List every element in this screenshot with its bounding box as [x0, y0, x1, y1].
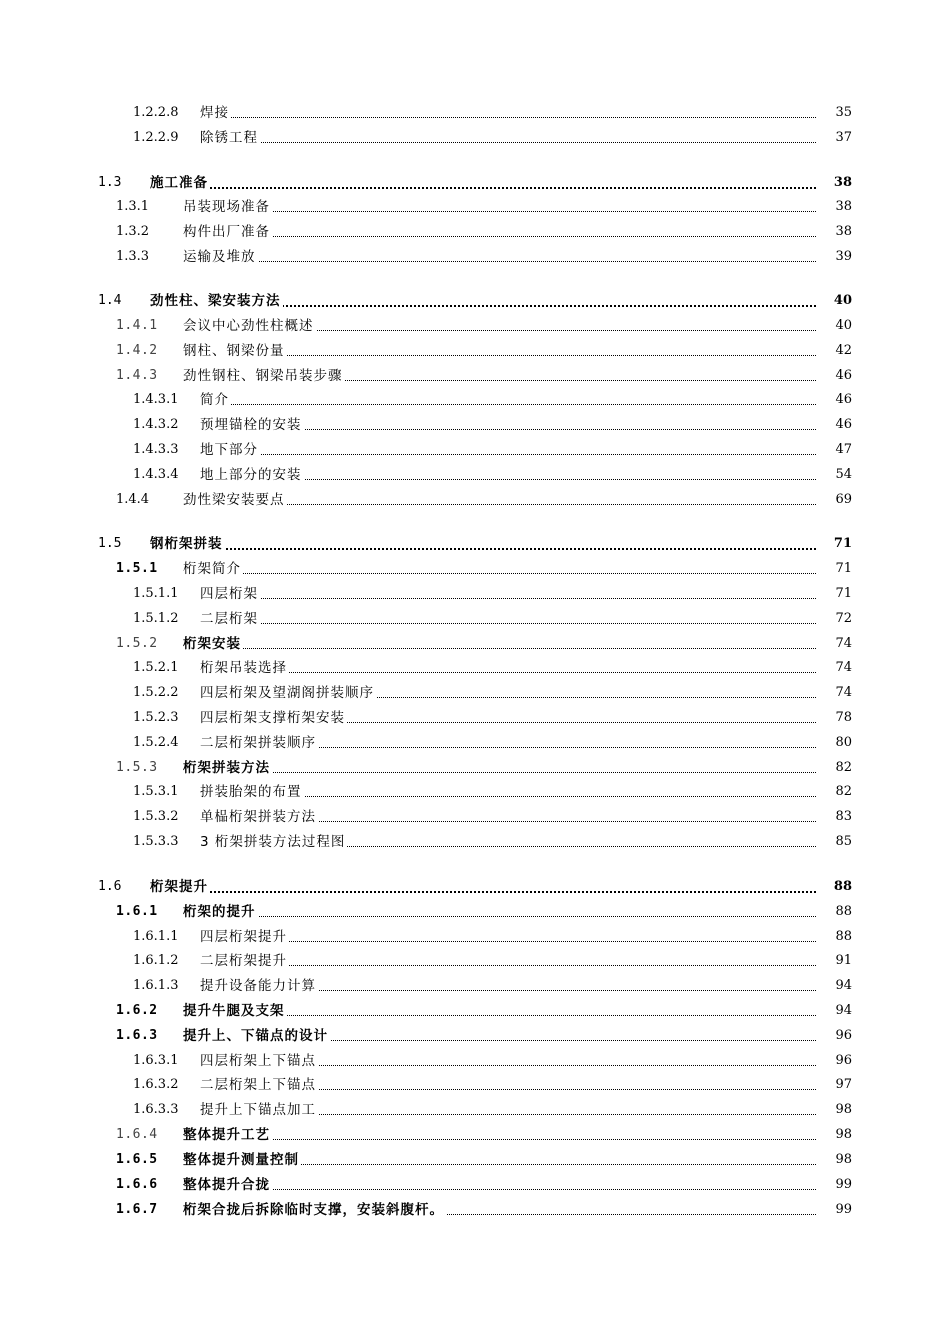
toc-dot-leader [150, 891, 816, 893]
toc-entry-number: 1.5.1.2 [133, 611, 179, 626]
toc-entry[interactable] [0, 102, 950, 124]
toc-entry-page: 88 [835, 929, 852, 944]
toc-entry-number: 1.5.1 [116, 561, 158, 576]
toc-entry[interactable] [0, 732, 950, 754]
toc-entry[interactable] [0, 414, 950, 436]
toc-entry[interactable] [0, 608, 950, 630]
toc-entry[interactable] [0, 127, 950, 149]
toc-entry-number: 1.4.2 [116, 343, 158, 358]
toc-dot-leader [150, 187, 816, 189]
toc-entry-number: 1.5.2.3 [133, 710, 179, 725]
toc-entry-page: 78 [835, 710, 852, 725]
toc-entry-number: 1.6.1.3 [133, 978, 179, 993]
toc-dot-leader [200, 404, 816, 405]
toc-entry-page: 82 [835, 760, 852, 775]
toc-entry-number: 1.6.3 [116, 1028, 158, 1043]
toc-dot-leader [183, 648, 816, 649]
toc-entry-number: 1.5 [98, 536, 122, 551]
toc-entry-page: 98 [835, 1127, 852, 1142]
toc-entry-title: 桁架简介 [183, 558, 243, 580]
toc-entry-page: 46 [835, 417, 852, 432]
toc-entry[interactable] [0, 757, 950, 779]
toc-entry-number: 1.3.3 [116, 249, 150, 264]
toc-entry-number: 1.5.3.3 [133, 834, 179, 849]
toc-entry[interactable] [0, 558, 950, 580]
toc-entry-number: 1.2.2.8 [133, 105, 179, 120]
toc-dot-leader [183, 916, 816, 917]
toc-entry-title: 四层桁架提升 [200, 926, 289, 948]
toc-entry-number: 1.5.3 [116, 760, 158, 775]
toc-entry-title: 会议中心劲性柱概述 [183, 315, 316, 337]
toc-entry-title: 简介 [200, 389, 231, 411]
toc-entry-page: 83 [835, 809, 852, 824]
toc-entry-page: 35 [835, 105, 852, 120]
toc-entry-title: 提升牛腿及支架 [183, 1000, 287, 1022]
toc-entry-page: 91 [835, 953, 852, 968]
toc-entry-number: 1.5.3.2 [133, 809, 179, 824]
toc-entry[interactable] [0, 439, 950, 461]
toc-entry-title: 提升上下锚点加工 [200, 1099, 318, 1121]
toc-entry-number: 1.5.2 [116, 636, 158, 651]
toc-dot-leader [200, 623, 816, 624]
toc-entry-number: 1.3.2 [116, 224, 150, 239]
toc-entry-page: 69 [835, 492, 852, 507]
toc-entry-number: 1.6.3.2 [133, 1077, 179, 1092]
toc-entry-title: 二层桁架拼装顺序 [200, 732, 318, 754]
toc-entry-page: 94 [835, 1003, 852, 1018]
toc-entry[interactable] [0, 1099, 950, 1121]
toc-entry[interactable] [0, 464, 950, 486]
toc-entry[interactable] [0, 340, 950, 362]
toc-entry-title: 运输及堆放 [183, 246, 258, 268]
toc-entry-page: 38 [835, 199, 852, 214]
toc-entry-number: 1.4.4 [116, 492, 150, 507]
toc-entry-number: 1.4.3 [116, 368, 158, 383]
toc-entry[interactable] [0, 583, 950, 605]
toc-entry-title: 桁架提升 [150, 876, 210, 898]
toc-entry-number: 1.6.3.1 [133, 1053, 179, 1068]
toc-entry-title: 整体提升测量控制 [183, 1149, 301, 1171]
toc-entry-number: 1.5.2.4 [133, 735, 179, 750]
toc-entry-number: 1.5.3.1 [133, 784, 179, 799]
toc-entry-title: 除锈工程 [200, 127, 260, 149]
toc-entry-page: 82 [835, 784, 852, 799]
toc-entry-number: 1.3.1 [116, 199, 150, 214]
toc-entry-title: 桁架合拢后拆除临时支撑，安装斜腹杆。 [183, 1199, 446, 1221]
toc-entry[interactable] [0, 926, 950, 948]
toc-entry[interactable] [0, 657, 950, 679]
toc-entry[interactable] [0, 290, 950, 312]
toc-entry[interactable] [0, 781, 950, 803]
toc-entry-title: 钢桁架拼装 [150, 533, 225, 555]
toc-entry-number: 1.5.2.2 [133, 685, 179, 700]
toc-dot-leader [183, 1139, 816, 1140]
toc-entry-page: 94 [835, 978, 852, 993]
toc-entry-page: 54 [835, 467, 852, 482]
toc-entry-number: 1.4.1 [116, 318, 158, 333]
toc-dot-leader [183, 1189, 816, 1190]
toc-entry[interactable] [0, 172, 950, 194]
toc-entry-page: 37 [835, 130, 852, 145]
toc-dot-leader [200, 941, 816, 942]
toc-entry-page: 39 [835, 249, 852, 264]
toc-entry[interactable] [0, 950, 950, 972]
toc-entry-title: 地下部分 [200, 439, 260, 461]
toc-entry-number: 1.5.1.1 [133, 586, 179, 601]
toc-entry[interactable] [0, 315, 950, 337]
toc-entry-page: 40 [833, 293, 852, 308]
toc-entry-page: 72 [835, 611, 852, 626]
toc-entry-number: 1.4.3.3 [133, 442, 179, 457]
toc-entry-page: 71 [835, 561, 852, 576]
toc-entry[interactable] [0, 1199, 950, 1221]
toc-entry-title: 焊接 [200, 102, 231, 124]
toc-entry-number: 1.6.6 [116, 1177, 158, 1192]
toc-entry-page: 46 [835, 368, 852, 383]
toc-entry[interactable] [0, 831, 950, 853]
toc-entry-title: 四层桁架支撑桁架安装 [200, 707, 347, 729]
toc-entry[interactable] [0, 489, 950, 511]
toc-entry[interactable] [0, 1074, 950, 1096]
toc-entry[interactable] [0, 1025, 950, 1047]
toc-entry-number: 1.6.5 [116, 1152, 158, 1167]
toc-entry[interactable] [0, 901, 950, 923]
toc-entry[interactable] [0, 389, 950, 411]
toc-entry-title: 劲性梁安装要点 [183, 489, 287, 511]
toc-entry-title: 桁架的提升 [183, 901, 258, 923]
toc-entry-number: 1.4 [98, 293, 122, 308]
toc-entry-number: 1.6.3.3 [133, 1102, 179, 1117]
toc-entry-title: 提升上、下锚点的设计 [183, 1025, 330, 1047]
toc-entry-page: 88 [833, 879, 852, 894]
toc-entry-page: 97 [835, 1077, 852, 1092]
toc-entry-title: 单榀桁架拼装方法 [200, 806, 318, 828]
toc-entry-page: 74 [835, 636, 852, 651]
toc-entry-page: 99 [835, 1177, 852, 1192]
toc-entry-title: 地上部分的安装 [200, 464, 304, 486]
toc-entry-page: 47 [835, 442, 852, 457]
toc-dot-leader [200, 454, 816, 455]
toc-entry-page: 46 [835, 392, 852, 407]
toc-entry[interactable] [0, 196, 950, 218]
toc-entry-number: 1.4.3.2 [133, 417, 179, 432]
toc-dot-leader [200, 117, 816, 118]
toc-entry-title: 劲性柱、梁安装方法 [150, 290, 283, 312]
toc-entry-title: 桁架吊装选择 [200, 657, 289, 679]
toc-entry[interactable] [0, 806, 950, 828]
toc-entry[interactable] [0, 1050, 950, 1072]
toc-entry[interactable] [0, 682, 950, 704]
toc-entry-page: 98 [835, 1152, 852, 1167]
toc-entry-title: 3 桁架拼装方法过程图 [200, 831, 347, 853]
toc-entry-title: 整体提升工艺 [183, 1124, 272, 1146]
toc-entry-title: 拼装胎架的布置 [200, 781, 304, 803]
toc-entry-title: 提升设备能力计算 [200, 975, 318, 997]
toc-dot-leader [183, 211, 816, 212]
toc-entry-title: 桁架拼装方法 [183, 757, 272, 779]
toc-entry[interactable] [0, 1174, 950, 1196]
toc-entry-number: 1.6.1.2 [133, 953, 179, 968]
toc-entry-page: 38 [835, 224, 852, 239]
toc-entry[interactable] [0, 876, 950, 898]
toc-entry-page: 99 [835, 1202, 852, 1217]
toc-dot-leader [183, 261, 816, 262]
toc-entry-page: 98 [835, 1102, 852, 1117]
toc-entry[interactable] [0, 246, 950, 268]
toc-entry-title: 钢柱、钢梁份量 [183, 340, 287, 362]
toc-entry-page: 74 [835, 660, 852, 675]
toc-entry-title: 桁架安装 [183, 633, 243, 655]
toc-dot-leader [183, 236, 816, 237]
toc-entry-page: 42 [835, 343, 852, 358]
toc-entry-page: 40 [835, 318, 852, 333]
toc-dot-leader [183, 573, 816, 574]
toc-entry[interactable] [0, 1000, 950, 1022]
toc-entry-page: 96 [835, 1053, 852, 1068]
toc-entry-page: 85 [835, 834, 852, 849]
toc-entry[interactable] [0, 221, 950, 243]
toc-entry-title: 劲性钢柱、钢梁吊装步骤 [183, 365, 345, 387]
toc-entry-page: 96 [835, 1028, 852, 1043]
toc-entry-number: 1.6.4 [116, 1127, 158, 1142]
toc-dot-leader [150, 548, 816, 550]
toc-dot-leader [200, 965, 816, 966]
toc-entry-title: 四层桁架 [200, 583, 260, 605]
toc-entry-number: 1.4.3.4 [133, 467, 179, 482]
toc-entry-number: 1.6.7 [116, 1202, 158, 1217]
toc-entry-title: 施工准备 [150, 172, 210, 194]
toc-entry[interactable] [0, 365, 950, 387]
toc-entry-number: 1.4.3.1 [133, 392, 179, 407]
toc-entry[interactable] [0, 533, 950, 555]
toc-dot-leader [200, 598, 816, 599]
toc-entry-title: 二层桁架上下锚点 [200, 1074, 318, 1096]
toc-entry-number: 1.3 [98, 175, 122, 190]
toc-entry-title: 四层桁架上下锚点 [200, 1050, 318, 1072]
toc-entry-number: 1.6.1 [116, 904, 158, 919]
toc-entry-title: 吊装现场准备 [183, 196, 272, 218]
toc-entry[interactable] [0, 633, 950, 655]
toc-entry-page: 71 [833, 536, 852, 551]
toc-entry-number: 1.2.2.9 [133, 130, 179, 145]
toc-entry-title: 二层桁架 [200, 608, 260, 630]
toc-entry-title: 整体提升合拢 [183, 1174, 272, 1196]
toc-entry[interactable] [0, 975, 950, 997]
toc-entry-page: 38 [833, 175, 852, 190]
toc-entry-page: 88 [835, 904, 852, 919]
toc-dot-leader [183, 772, 816, 773]
toc-entry-page: 74 [835, 685, 852, 700]
toc-entry-title: 四层桁架及望湖阁拼装顺序 [200, 682, 376, 704]
toc-entry-number: 1.6 [98, 879, 122, 894]
toc-entry-title: 预埋锚栓的安装 [200, 414, 304, 436]
toc-entry-title: 二层桁架提升 [200, 950, 289, 972]
toc-entry-number: 1.6.1.1 [133, 929, 179, 944]
toc-entry-number: 1.5.2.1 [133, 660, 179, 675]
toc-dot-leader [200, 142, 816, 143]
toc-entry-page: 71 [835, 586, 852, 601]
toc-entry[interactable] [0, 1149, 950, 1171]
toc-entry[interactable] [0, 707, 950, 729]
toc-entry[interactable] [0, 1124, 950, 1146]
toc-dot-leader [200, 672, 816, 673]
toc-entry-page: 80 [835, 735, 852, 750]
toc-entry-number: 1.6.2 [116, 1003, 158, 1018]
toc-entry-title: 构件出厂准备 [183, 221, 272, 243]
